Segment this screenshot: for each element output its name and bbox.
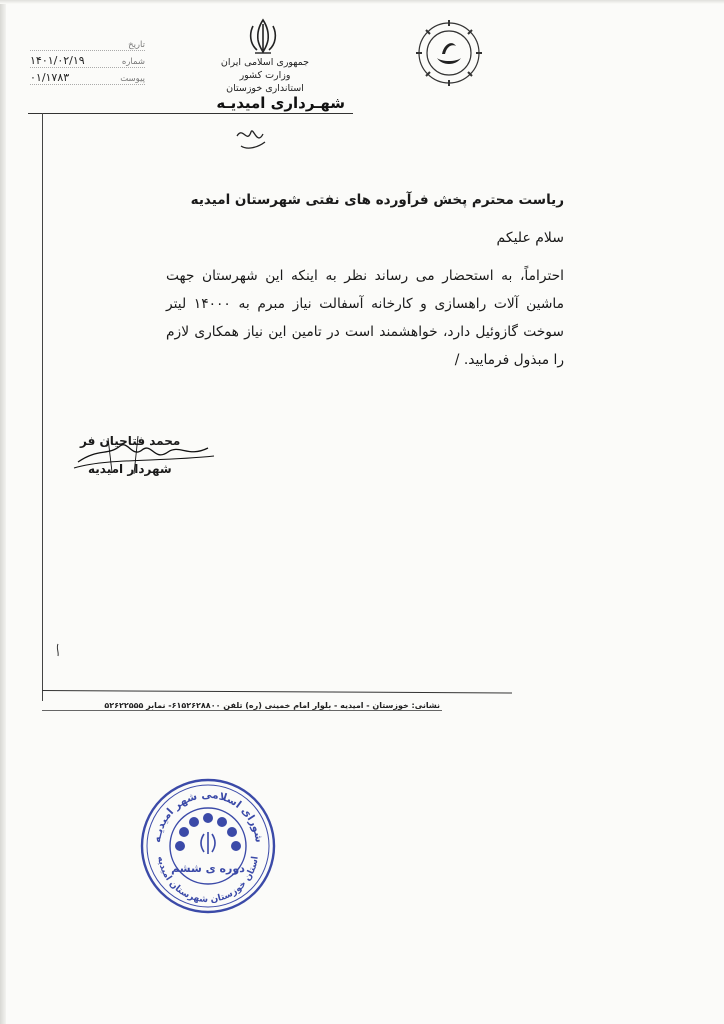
council-stamp bbox=[138, 776, 278, 916]
date-label: تاریخ bbox=[128, 40, 145, 50]
frame-bottom-line bbox=[42, 690, 512, 693]
letter-meta-block bbox=[30, 36, 145, 87]
gov-line-republic: جمهوری اسلامی ایران bbox=[220, 57, 310, 68]
gov-line-ministry: وزارت کشور bbox=[239, 70, 291, 81]
stamp-top-text: شورای اسلامی شهر امیدیـه bbox=[151, 788, 266, 844]
stamp-middle-text: دوره ی ششم bbox=[171, 862, 245, 875]
gov-line-province: استانداری خوزستان bbox=[226, 83, 304, 94]
footer-address: نشانی: خوزستان - امیدیه - بلوار امام خمینی (ره) تلفن ۶۱۵۲۶۲۸۸۰۰- نمابر ۵۲۶۲۲۵۵۵ bbox=[104, 701, 440, 710]
number-label: شماره bbox=[121, 57, 145, 67]
signer-name: محمد فتاحیان فر bbox=[80, 434, 181, 448]
municipality-title: شهـرداری امیدیـه bbox=[216, 94, 345, 112]
stamp-bottom-text: استان خوزستان شهرستان امیدیه bbox=[155, 855, 261, 906]
scan-edge-top bbox=[0, 0, 724, 4]
signer-title: شهردار امیدیه bbox=[88, 462, 172, 476]
government-header bbox=[205, 56, 325, 95]
number-value: ۱۴۰۱/۰۲/۱۹ bbox=[30, 54, 85, 67]
footer-divider bbox=[42, 710, 442, 711]
attachment-label: پیوست bbox=[120, 74, 145, 84]
date-row bbox=[30, 36, 145, 51]
scan-edge-left bbox=[0, 0, 6, 1024]
frame-left-line bbox=[42, 113, 43, 701]
header-divider bbox=[28, 113, 353, 114]
municipality-logo-icon bbox=[412, 16, 486, 90]
iran-emblem-icon bbox=[245, 16, 281, 56]
handwritten-initials bbox=[233, 122, 269, 152]
greeting: سلام علیکم bbox=[496, 230, 564, 246]
letter-body: احتراماً، به استحضار می رساند نظر به اینکه این شهرستان جهت ماشین آلات راهسازی و کارخانه آسفالت نیاز مبرم به ۱۴۰۰۰ لیتر سوخت گازوئیل دارد، خواهشمند است در تامین این نیاز همکاری لازم را مبذول فرمایید. / bbox=[166, 268, 565, 368]
stray-ink-mark bbox=[55, 643, 61, 657]
attachment-row bbox=[30, 70, 145, 85]
number-row bbox=[30, 53, 145, 68]
recipient-line: ریاست محترم پخش فرآورده های نفتی شهرستان امیدیه bbox=[190, 192, 564, 208]
attachment-value: ۰۱/۱۷۸۳ bbox=[30, 71, 70, 84]
